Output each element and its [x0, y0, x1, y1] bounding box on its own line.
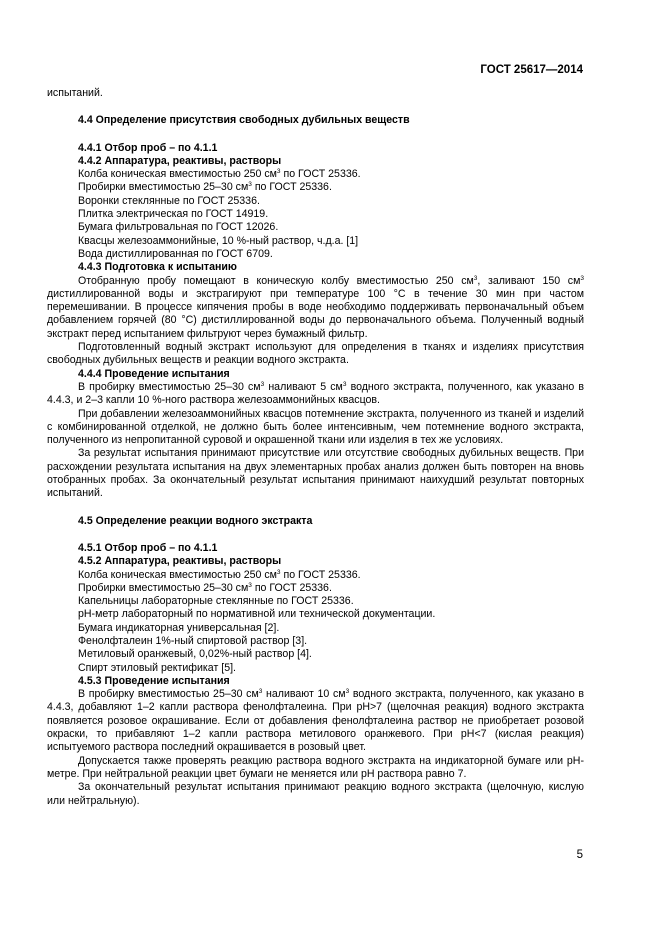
paragraph: За окончательный результат испытания принимают реакцию водного экстракта (щелочную, кислую или нейтральную).: [47, 781, 584, 807]
list-item: Фенолфталеин 1%-ный спиртовой раствор [3].: [78, 634, 308, 647]
list-item: Пробирки вместимостью 25–30 $см^3$ по ГОСТ 25336.: [78, 181, 332, 194]
list-item: Пробирки вместимостью 25–30 $см^3$ по ГОСТ 25336.: [78, 581, 332, 594]
list-item: Плитка электрическая по ГОСТ 14919.: [78, 208, 269, 221]
section-4-5-1-heading: 4.5.1 Отбор проб – по 4.1.1: [78, 541, 218, 554]
paragraph: При добавлении железоаммонийных квасцов потемнение экстракта, полученного из тканей и изделий с комбинированной отделкой, не должно быть более интенсивным, чем потемнение водного экстракта, полученного из непропитанной суровой и окрашенной ткани или изделия в тех же условиях.: [47, 407, 584, 447]
list-item: Воронки стеклянные по ГОСТ 25336.: [78, 194, 260, 207]
section-4-4-3-heading: 4.4.3 Подготовка к испытанию: [78, 261, 237, 274]
section-4-4-4-heading: 4.4.4 Проведение испытания: [78, 367, 230, 380]
page-content: [47, 87, 584, 808]
list-item: Колба коническая вместимостью 250 $см^3$ по ГОСТ 25336.: [78, 568, 361, 581]
list-item: Спирт этиловый ректификат [5].: [78, 661, 236, 674]
section-4-5-3-heading: 4.5.3 Проведение испытания: [78, 674, 230, 687]
list-item: рН-метр лабораторный по нормативной или технической документации.: [78, 608, 436, 621]
list-item: Метиловый оранжевый, 0,02%-ный раствор [4].: [78, 648, 312, 661]
equipment-list-4-5: [47, 569, 584, 675]
page-number: 5: [576, 849, 583, 861]
section-4-4-1-heading: 4.4.1 Отбор проб – по 4.1.1: [78, 141, 218, 154]
intro-line: испытаний.: [47, 87, 103, 99]
list-item: Колба коническая вместимостью 250 $см^3$ по ГОСТ 25336.: [78, 168, 361, 181]
list-item: Бумага индикаторная универсальная [2].: [78, 621, 280, 634]
section-4-4-title: 4.4 Определение присутствия свободных дубильных веществ: [78, 114, 410, 127]
list-item: Бумага фильтровальная по ГОСТ 12026.: [78, 221, 279, 234]
section-4-4-2-heading: 4.4.2 Аппаратура, реактивы, растворы: [78, 154, 282, 167]
paragraph: В пробирку вместимостью 25–30 $см^3$ наливают 10 $см^3$ водного экстракта, полученного, как указано в 4.4.3, добавляют 1–2 капли раствора фенолфталеина. При рН>7 (щелочная реакция) водного экстракта появляется розовое окрашивание. Если от добавления фенолфталеина раствор не приобретает розовой окраски, то прибавляют 1–2 капли раствора метилового оранжевого. При рН<7 (кислая реакция) испытуемого раствора последний окрашивается в розовый цвет.: [47, 688, 585, 754]
list-item: Квасцы железоаммонийные, 10 %-ный раствор, ч.д.а. [1]: [78, 234, 359, 247]
paragraph: Отобранную пробу помещают в коническую колбу вместимостью 250 $см^3$, заливают 150 $см^3$ дистиллированной воды и экстрагируют при температуре 100 °С в течение 30 мин при частом перемешивании. В процессе кипячения пробы в воде необходимо поддерживать первоначальный объем добавлением горячей (80 °С) дистиллированной воды до первоначального объема. Полученный водный экстракт перед испытанием фильтруют через бумажный фильтр.: [47, 274, 584, 340]
paragraph: Подготовленный водный экстракт используют для определения в тканях и изделиях присутствия свободных дубильных веществ и реакции водного экстракта.: [47, 341, 584, 367]
paragraph: Допускается также проверять реакцию раствора водного экстракта на индикаторной бумаге или рН-метре. При нейтральной реакции цвет бумаги не меняется или рН раствора равно 7.: [47, 754, 584, 780]
equipment-list-4-4: [47, 168, 584, 261]
list-item: Капельницы лабораторные стеклянные по ГОСТ 25336.: [78, 595, 354, 608]
list-item: Вода дистиллированная по ГОСТ 6709.: [78, 247, 273, 260]
section-4-5-2-heading: 4.5.2 Аппаратура, реактивы, растворы: [78, 555, 282, 568]
section-4-5-title: 4.5 Определение реакции водного экстракта: [78, 514, 313, 527]
paragraph: В пробирку вместимостью 25–30 $см^3$ наливают 5 $см^3$ водного экстракта, полученного, как указано в 4.4.3, и 2–3 капли 10 %-ного раствора железоаммонийных квасцов.: [47, 380, 585, 407]
document-code: ГОСТ 25617—2014: [480, 64, 583, 76]
paragraph: За результат испытания принимают присутствие или отсутствие свободных дубильных веществ. При расхождении результата испытания на двух элементарных пробах анализ должен быть повторен на вновь отобранных пробах. За окончательный результат испытания принимают наихудший результат повторных испытаний.: [47, 447, 584, 500]
